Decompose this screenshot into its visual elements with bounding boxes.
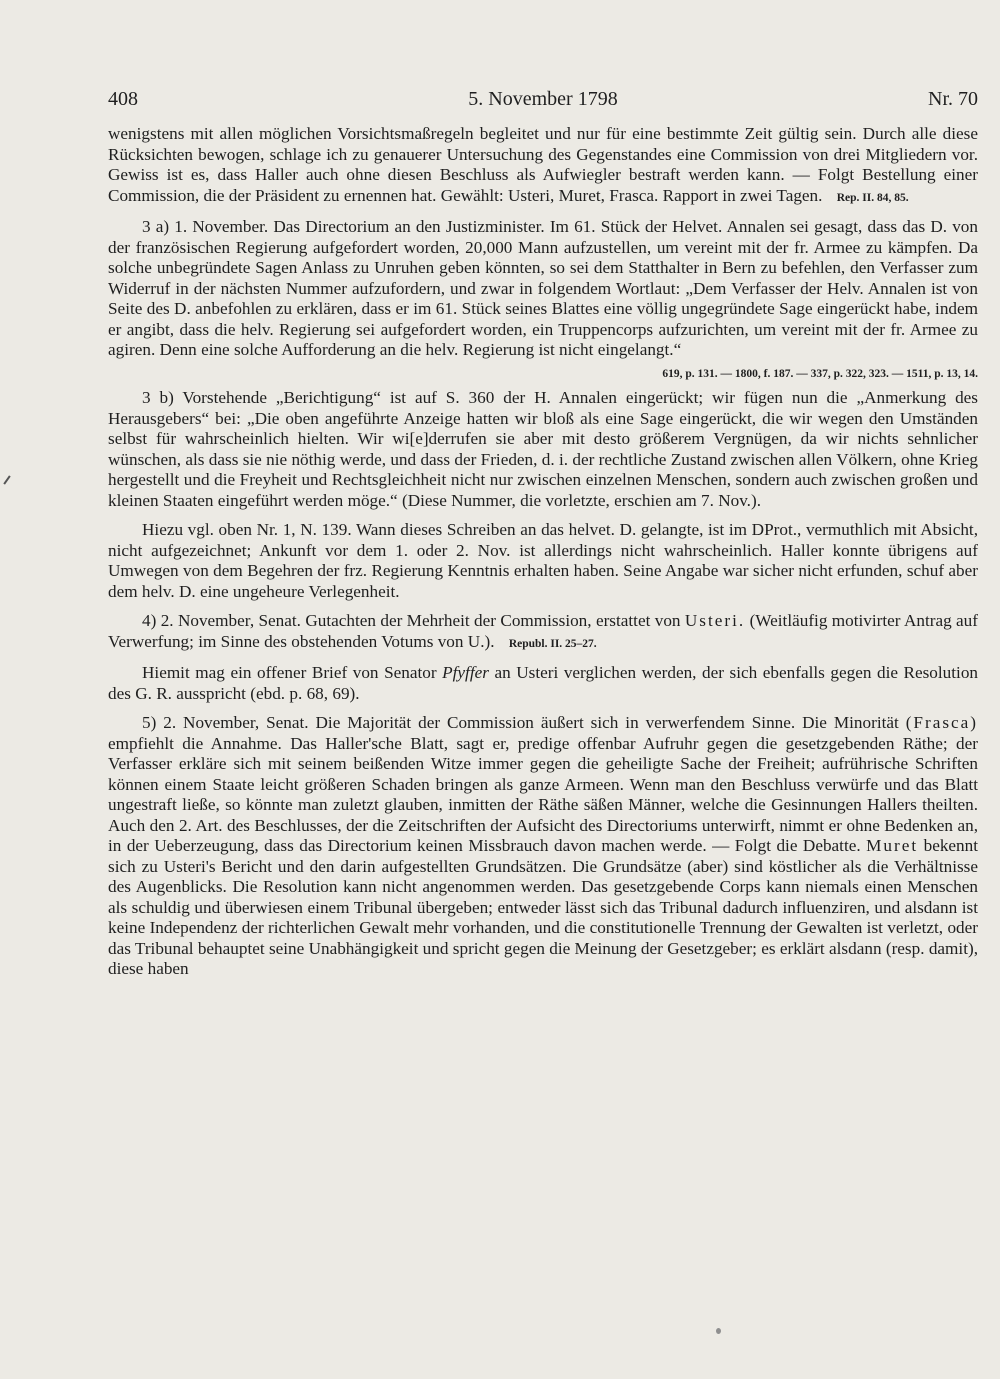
paragraph-6-text-b: an Usteri verglichen werden, der sich ebenfalls gegen die Resolution des G. R. ausspricht (ebd. p. 68, 69).: [108, 663, 979, 703]
paragraph-7-text-c: bekennt sich zu Usteri's Bericht und den darin aufgestellten Grundsätzen. Die Grundsätze (aber) sind köstlicher als die Verhältnisse des Augenblicks. Die Resolution kann nicht angenommen werden. Das gesetzgebende Corps kann niemals einen Menschen als schuldig und überwiesen einem Tribunal übergeben; entweder lässt sich das Tribunal dadurch influenziren, und alsdann ist keine Independenz der richterlichen Gewalt mehr vorhanden, und die constitutionelle Trennung der Gewalten ist verletzt, oder das Tribunal behauptet seine Unabhängigkeit und spricht gegen die Meinung der Gesetzgeber; es erklärt alsdann (resp. damit), diese haben: [108, 836, 979, 978]
paragraph-3: [108, 388, 978, 511]
running-date: 5. November 1798: [468, 88, 618, 110]
reference-2: 619, p. 131. — 1800, f. 187. — 337, p. 322, 323. — 1511, p. 13, 14.: [662, 367, 978, 380]
paragraph-6-text-a: Hiemit mag ein offener Brief von Senator: [142, 663, 437, 682]
paragraph-7: [108, 713, 978, 980]
page-number: 408: [108, 88, 138, 110]
document-number: Nr. 70: [928, 88, 978, 110]
reference-5: Republ. II. 25–27.: [508, 637, 597, 650]
person-name-pfyffer: Pfyffer: [442, 663, 489, 682]
person-name-frasca: (Frasca): [905, 713, 979, 732]
paragraph-7-text-b: empfiehlt die Annahme. Das Haller'sche Blatt, sagt er, predige offenbar Aufruhr gegen die gesetzgebenden Räthe; der Verfasser erkläre sich mit seinem beißenden Witze immer gegen die geheiligte Sache der Freiheit; aufrührische Schriften können einem Staate leicht größeren Schaden bringen als ganze Armeen. Wenn man den Beschluss verwürfe und das Blatt ungestraft ließe, so könnte man zuletzt glauben, inmitten der Räthe säßen Männer, welche die Gesinnungen Hallers theilten. Auch den 2. Art. des Beschlusses, der die Zeitschriften der Aufsicht des Directoriums unterwirft, nimmt er ohne Bedenken an, in der Ueberzeugung, dass das Directorium keinen Missbrauch davon machen werde. — Folgt die Debatte.: [108, 733, 978, 855]
paragraph-3-text: 3 b) Vorstehende „Berichtigung“ ist auf S. 360 der H. Annalen eingerückt; wir fügen nun die „Anmerkung des Herausgebers“ bei: „Die oben angeführte Anzeige hatten wir bloß als eine Sage eingerückt, die wir wegen den Umständen selbst für wahrscheinlich hielten. Wir wi[e]derrufen sie aber mit desto größerem Vergnügen, da wir nichts sehnlicher wünschen, als dass sie nie nöthig werde, und dass der Frieden, d. i. der rechtliche Zustand zwischen allen Völkern, ohne Krieg hergestellt und die Freyheit und Rechtsgleichheit nicht nur zwischen einzelnen Menschen, sondern auch zwischen großen und kleinen Staaten eingeführt werden möge.“ (Diese Nummer, die vorletzte, erschien am 7. Nov.).: [108, 388, 978, 510]
page-body: [108, 124, 978, 989]
paragraph-1-text: wenigstens mit allen möglichen Vorsichtsmaßregeln begleitet und nur für eine bestimmte Zeit gültig sein. Durch alle diese Rücksichten bewogen, schlage ich zu genauerer Untersuchung des Gegenstandes eine Commission von drei Mitgliedern vor. Gewiss ist es, dass Haller auch ohne diesen Beschluss als Aufwiegler bestraft werden kann. — Folgt Bestellung einer Commission, die der Präsident zu ernennen hat. Gewählt: Usteri, Muret, Frasca. Rapport in zwei Tagen.: [108, 124, 978, 205]
person-name-muret: Muret: [866, 836, 919, 855]
paragraph-5: [108, 611, 978, 654]
page-header: [108, 88, 978, 114]
paragraph-4-text: Hiezu vgl. oben Nr. 1, N. 139. Wann dieses Schreiben an das helvet. D. gelangte, ist im DProt., vermuthlich mit Absicht, nicht aufgezeichnet; Ankunft vor dem 1. oder 2. Nov. ist allerdings nicht wahrscheinlich. Haller konnte übrigens auf Umwegen von dem Begehren der frz. Regierung Kenntnis erhalten haben. Seine Angabe war sicher nicht erfunden, schuf aber dem helv. D. eine ungeheure Verlegenheit.: [108, 520, 978, 601]
person-name-usteri: Usteri.: [684, 611, 746, 630]
paragraph-6: [108, 663, 978, 704]
paragraph-1: [108, 124, 978, 208]
page-speck: [716, 1328, 721, 1334]
margin-pencil-mark: [3, 475, 10, 484]
paragraph-4: [108, 520, 978, 602]
paragraph-2: [108, 217, 978, 361]
paragraph-7-text-a: 5) 2. November, Senat. Die Majorität der Commission äußert sich in verwerfendem Sinne. Die Minorität: [142, 713, 899, 732]
paragraph-2-text: 3 a) 1. November. Das Directorium an den Justizminister. Im 61. Stück der Helvet. Annalen sei gesagt, dass das D. von der französischen Regierung aufgefordert worden, 20,000 Mann aufzustellen, um vereint mit der fr. Armee zu kämpfen. Da solche unbegründete Sagen Anlass zu Unruhen geben könnten, so sei dem Statthalter in Bern zu befehlen, den Verfasser zum Widerruf in der nächsten Nummer aufzufordern, und zwar in folgendem Wortlaut: „Dem Verfasser der Helv. Annalen ist von Seite des D. anbefohlen zu erklären, dass er im 61. Stück seines Blattes eine völlig ungegründete Sage eingerückt habe, indem er angibt, dass die helv. Regierung sei aufgefordert worden, ein Truppencorps aufzurichten, um vereint mit der fr. Armee zu agiren. Denn eine solche Aufforderung an die helv. Regierung ist nicht eingelangt.“: [108, 217, 978, 359]
reference-1: Rep. II. 84, 85.: [836, 191, 909, 204]
paragraph-5-text-b: (Weitläufig motivirter Antrag auf Verwerfung; im Sinne des obstehenden Votums von U.).: [108, 611, 978, 651]
paragraph-5-text-a: 4) 2. November, Senat. Gutachten der Mehrheit der Commission, erstattet von: [142, 611, 681, 630]
